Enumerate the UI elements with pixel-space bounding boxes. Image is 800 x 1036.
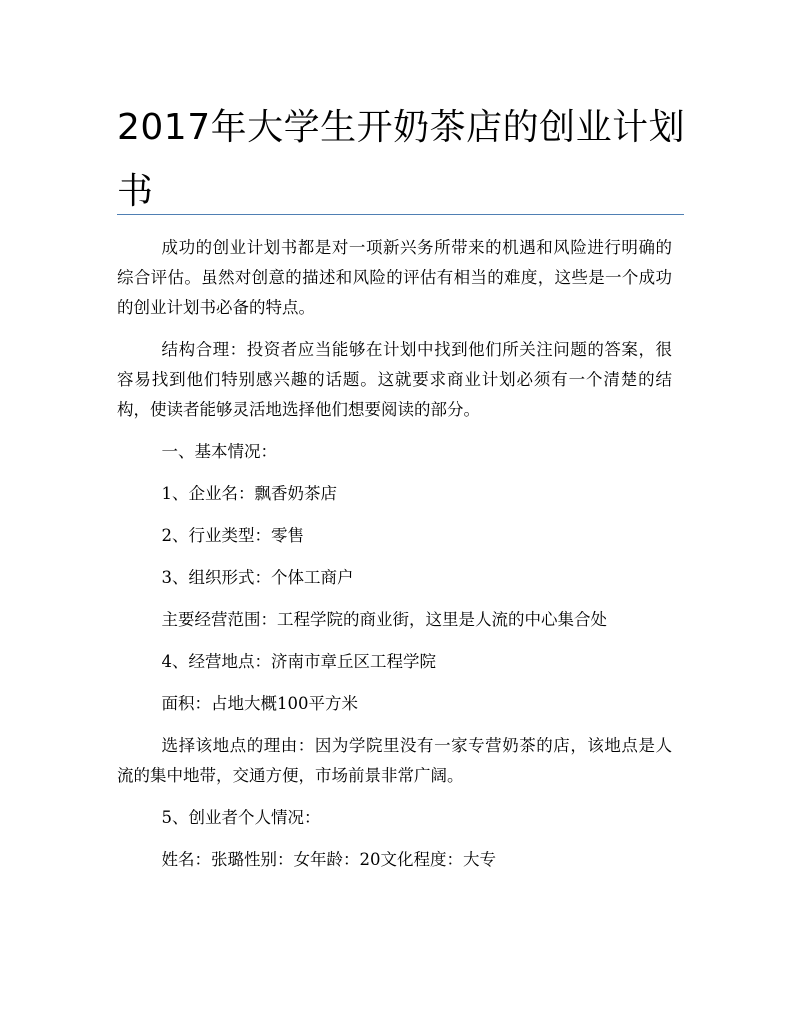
document-body xyxy=(117,233,672,887)
paragraph-intro: 成功的创业计划书都是对一项新兴务所带来的机遇和风险进行明确的综合评估。虽然对创意的描述和风险的评估有相当的难度，这些是一个成功的创业计划书必备的特点。 xyxy=(117,238,672,317)
section-heading-basic-info: 一、基本情况： xyxy=(161,442,278,461)
paragraph-location-reason: 选择该地点的理由：因为学院里没有一家专营奶茶的店，该地点是人流的集中地带，交通方便，市场前景非常广阔。 xyxy=(117,736,672,785)
list-item-organization-form: 3、组织形式：个体工商户 xyxy=(161,568,354,587)
paragraph-founder-details: 姓名：张璐性别：女年龄：20文化程度：大专 xyxy=(161,850,497,869)
list-item-founder-info: 5、创业者个人情况： xyxy=(161,808,321,827)
document-title: 2017年大学生开奶茶店的创业计划书 xyxy=(117,107,686,212)
title-divider xyxy=(117,214,684,215)
paragraph-business-scope: 主要经营范围：工程学院的商业街，这里是人流的中心集合处 xyxy=(161,610,608,629)
list-item-industry-type: 2、行业类型：零售 xyxy=(161,526,305,545)
paragraph-area: 面积：占地大概100平方米 xyxy=(161,694,359,713)
paragraph-structure: 结构合理：投资者应当能够在计划中找到他们所关注问题的答案，很容易找到他们特别感兴趣的话题。这就要求商业计划必须有一个清楚的结构，使读者能够灵活地选择他们想要阅读的部分。 xyxy=(117,340,672,419)
list-item-company-name: 1、企业名：飘香奶茶店 xyxy=(161,484,338,503)
list-item-location: 4、经营地点：济南市章丘区工程学院 xyxy=(161,652,437,671)
